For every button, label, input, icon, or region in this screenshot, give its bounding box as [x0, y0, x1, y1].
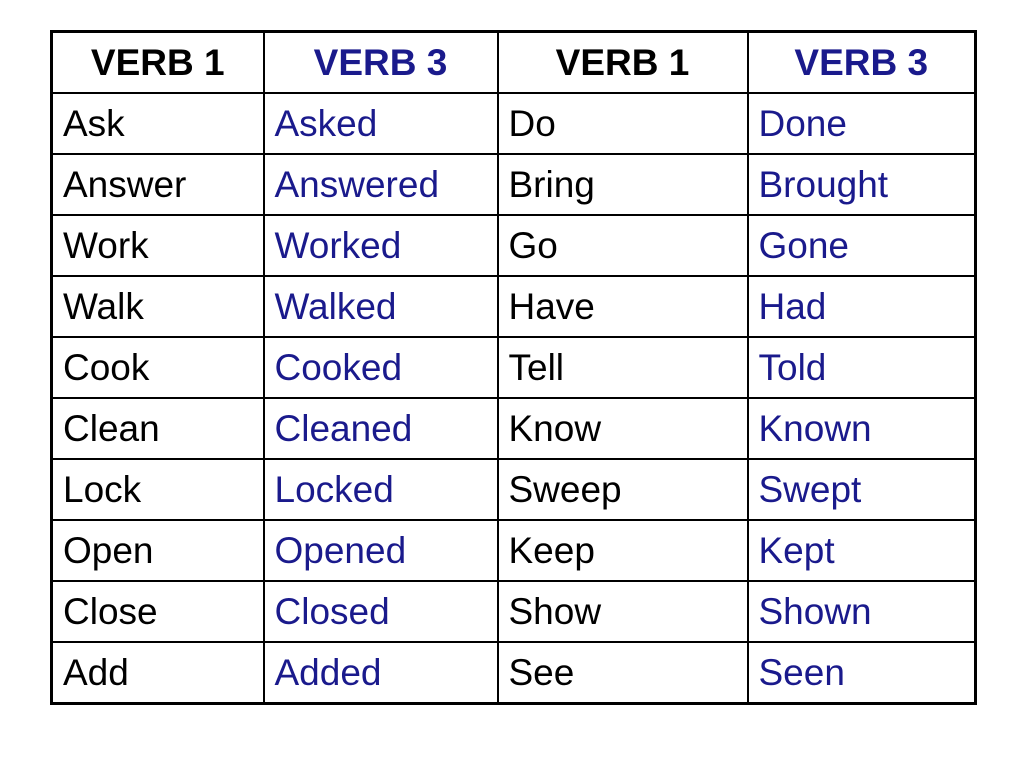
verb1-irregular-cell: Sweep: [498, 459, 748, 520]
verb1-irregular-cell: Go: [498, 215, 748, 276]
verb1-regular-cell: Cook: [52, 337, 264, 398]
table-row: [52, 93, 976, 154]
verb3-regular-cell: Cleaned: [264, 398, 498, 459]
verb3-irregular-cell: Kept: [748, 520, 976, 581]
verb3-regular-cell: Locked: [264, 459, 498, 520]
table-row: [52, 215, 976, 276]
verb1-regular-cell: Ask: [52, 93, 264, 154]
verb3-regular-cell: Closed: [264, 581, 498, 642]
table-row: [52, 337, 976, 398]
verb3-irregular-cell: Known: [748, 398, 976, 459]
verb1-irregular-cell: Know: [498, 398, 748, 459]
verb1-regular-cell: Close: [52, 581, 264, 642]
verb1-irregular-cell: Show: [498, 581, 748, 642]
header-verb3-regular: VERB 3: [264, 32, 498, 94]
verb3-regular-cell: Asked: [264, 93, 498, 154]
verb1-regular-cell: Add: [52, 642, 264, 704]
verb-forms-table: [50, 30, 977, 705]
table-row: [52, 520, 976, 581]
verb3-regular-cell: Cooked: [264, 337, 498, 398]
verb1-regular-cell: Walk: [52, 276, 264, 337]
table-row: [52, 154, 976, 215]
verb3-irregular-cell: Seen: [748, 642, 976, 704]
verb1-regular-cell: Work: [52, 215, 264, 276]
verb1-irregular-cell: Bring: [498, 154, 748, 215]
verb3-irregular-cell: Shown: [748, 581, 976, 642]
verb1-irregular-cell: Tell: [498, 337, 748, 398]
header-verb1-regular: VERB 1: [52, 32, 264, 94]
verb3-regular-cell: Opened: [264, 520, 498, 581]
table-row: [52, 459, 976, 520]
verb1-regular-cell: Answer: [52, 154, 264, 215]
verb3-irregular-cell: Done: [748, 93, 976, 154]
table-body: [52, 93, 976, 704]
verb1-regular-cell: Lock: [52, 459, 264, 520]
verb3-regular-cell: Added: [264, 642, 498, 704]
table-row: [52, 581, 976, 642]
verb3-regular-cell: Worked: [264, 215, 498, 276]
table-row: [52, 398, 976, 459]
table-row: [52, 276, 976, 337]
verb3-regular-cell: Walked: [264, 276, 498, 337]
verb3-irregular-cell: Gone: [748, 215, 976, 276]
header-verb3-irregular: VERB 3: [748, 32, 976, 94]
verb1-irregular-cell: Do: [498, 93, 748, 154]
verb1-irregular-cell: See: [498, 642, 748, 704]
header-verb1-irregular: VERB 1: [498, 32, 748, 94]
verb3-irregular-cell: Told: [748, 337, 976, 398]
verb3-irregular-cell: Swept: [748, 459, 976, 520]
verb3-irregular-cell: Had: [748, 276, 976, 337]
verb1-irregular-cell: Keep: [498, 520, 748, 581]
header-row: [52, 32, 976, 94]
verb3-regular-cell: Answered: [264, 154, 498, 215]
verb3-irregular-cell: Brought: [748, 154, 976, 215]
verb1-irregular-cell: Have: [498, 276, 748, 337]
table-row: [52, 642, 976, 704]
verb1-regular-cell: Open: [52, 520, 264, 581]
verb1-regular-cell: Clean: [52, 398, 264, 459]
